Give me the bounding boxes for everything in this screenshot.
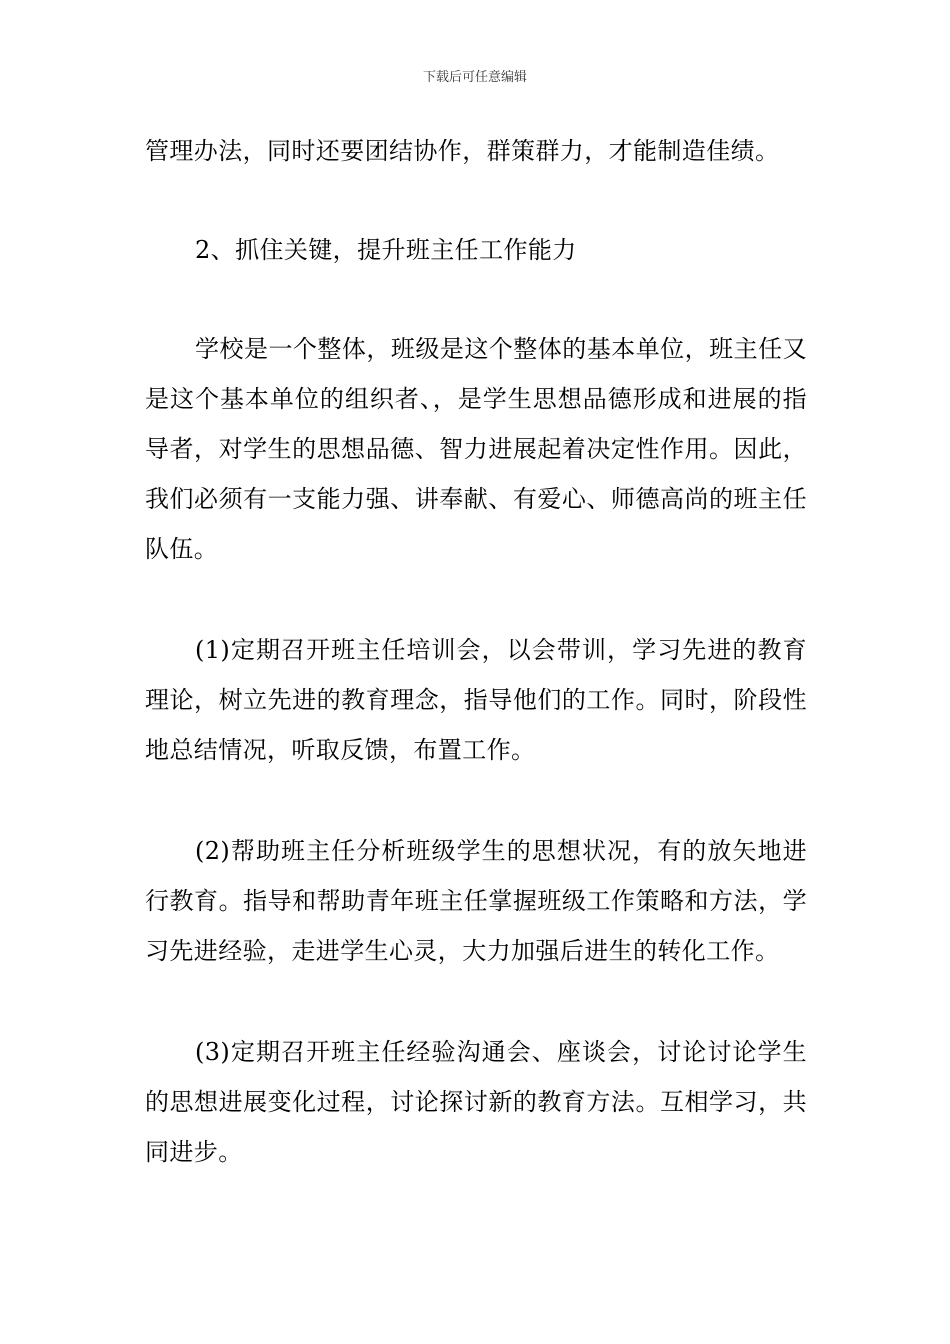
paragraph-intro: 学校是一个整体，班级是这个整体的基本单位，班主任又是这个基本单位的组织者、，是学生思想品德形成和进展的指导者，对学生的思想品德、智力进展起着决定性作用。因此，我们必须有一支能力强、讲奉献、有爱心、师德高尚的班主任队伍。 (145, 335, 807, 563)
header-note: 下载后可任意编辑 (422, 70, 527, 85)
paragraph-continuation: 管理办法，同时还要团结协作，群策群力，才能制造佳绩。 (145, 137, 780, 165)
section-heading: 2、抓住关键，提升班主任工作能力 (195, 236, 577, 264)
paragraph-item-2: (2)帮助班主任分析班级学生的思想状况，有的放矢地进行教育。指导和帮助青年班主任掌握班级工作策略和方法，学习先进经验，走进学生心灵，大力加强后进生的转化工作。 (145, 837, 807, 965)
paragraph-item-3: (3)定期召开班主任经验沟通会、座谈会，讨论讨论学生的思想进展变化过程，讨论探讨新的教育方法。互相学习，共同进步。 (145, 1038, 807, 1166)
document-body (145, 126, 807, 1177)
paragraph-item-1: (1)定期召开班主任培训会，以会带训，学习先进的教育理论，树立先进的教育理念，指导他们的工作。同时，阶段性地总结情况，听取反馈，布置工作。 (145, 636, 807, 764)
